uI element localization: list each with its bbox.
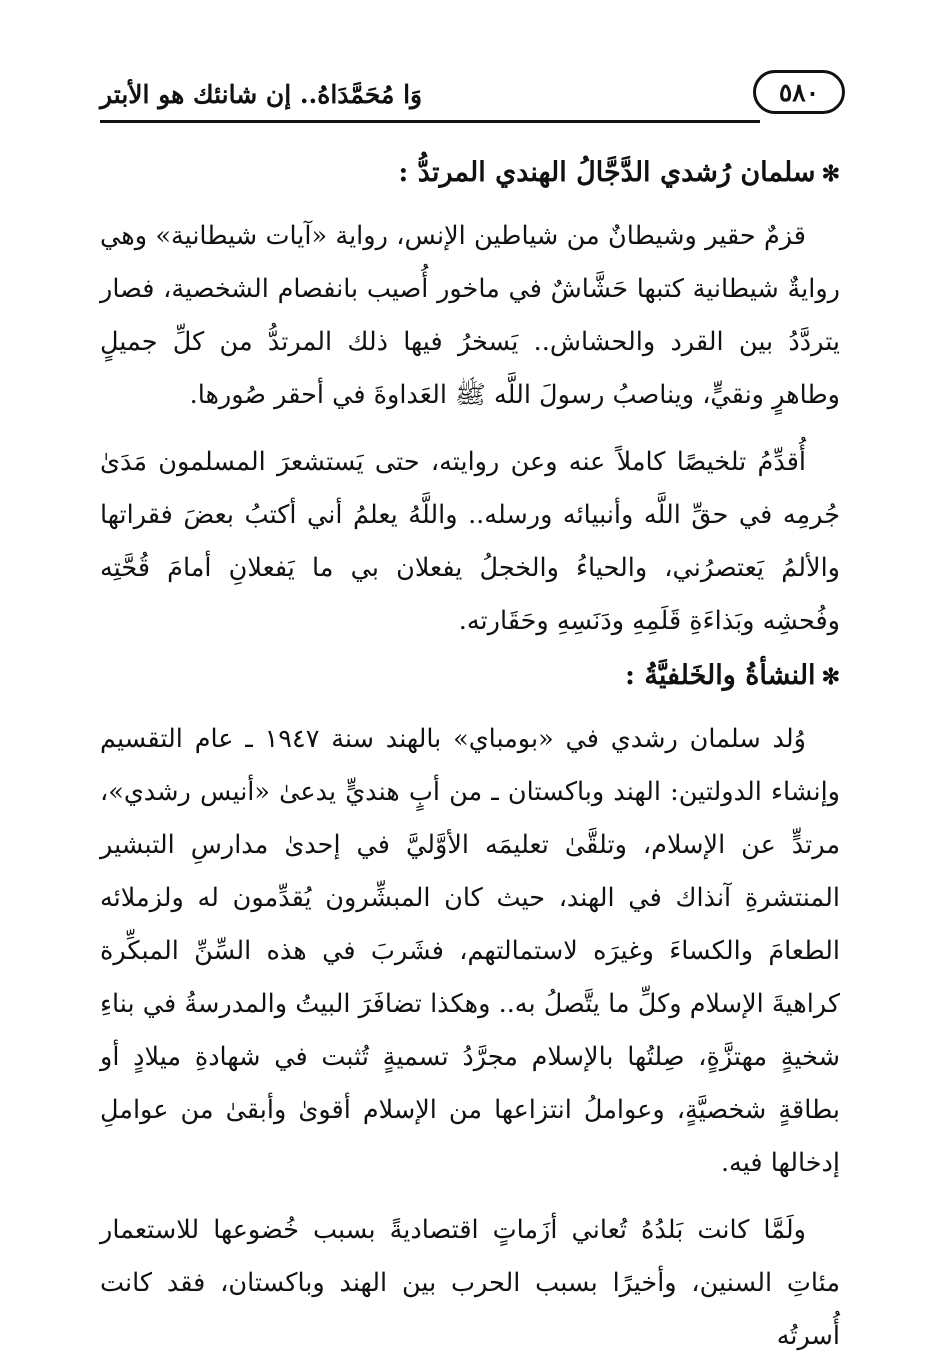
asterisk-icon: ✻ (821, 161, 840, 187)
paragraph: ولَمَّا كانت بَلدُهُ تُعاني أزَماتٍ اقتصاديةً بسبب خُضوعها للاستعمار مئاتِ السنين، وأخيرًا بسبب الحرب بين الهند وباكستان، فقد كانت أُسرتُه (100, 1215, 840, 1351)
running-title: وَا مُحَمَّدَاهُ.. إن شانئك هو الأبتر (100, 80, 423, 109)
paragraph: أُقدِّمُ تلخيصًا كاملاً عنه وعن روايته، حتى يَستشعرَ المسلمون مَدَىٰ جُرمِه في حقِّ اللَّه وأنبيائه ورسله.. واللَّهُ يعلمُ أني أكتبُ بعضَ فقراتها والألمُ يَعتصرُني، والحياءُ والخجلُ يفعلان بي ما يَفعلانِ أمامَ قُحَّتِه وفُحشِه وبَذاءَةِ قَلَمِهِ ودَنَسِهِ وحَقَارته. (100, 447, 840, 636)
header-rule (100, 120, 760, 123)
asterisk-icon: ✻ (821, 664, 840, 690)
paragraph: وُلد سلمان رشدي في «بومباي» بالهند سنة ١٩٤٧ ـ عام التقسيم وإنشاء الدولتين: الهند وباكستان ـ من أبٍ هنديٍّ يدعىٰ «أنيس رشدي»، مرتدٍّ عن الإسلام، وتلقَّىٰ تعليمَه الأوَّليَّ في إحدىٰ مدارسِ التبشير المنتشرةِ آنذاك في الهند، حيث كان المبشِّرون يُقدِّمون له ولزملائه الطعامَ والكساءَ وغيرَه لاستمالتهم، فشَربَ في هذه السِّنِّ المبكِّرة كراهيةَ الإسلام وكلِّ ما يتَّصلُ به.. وهكذا تضافَرَ البيتُ والمدرسةُ في بناءِ شخيةٍ مهتزَّةٍ، صِلتُها بالإسلام مجرَّدُ تسميةٍ تُثبت في شهادةِ ميلادٍ أو بطاقةٍ شخصيَّةٍ، وعواملُ انتزاعها من الإسلام أقوىٰ وأبقىٰ من عواملِ إدخالها فيه. (100, 724, 840, 1178)
page-number: ٥٨٠ (753, 70, 845, 114)
paragraph: قزمٌ حقير وشيطانٌ من شياطين الإنس، رواية «آيات شيطانية» وهي روايةٌ شيطانية كتبها حَشَّاشٌ في ماخور أُصيب بانفصام الشخصية، فصار يتردَّدُ بين القرد والحشاش.. يَسخرُ فيها ذلك المرتدُّ من كلِّ جميلٍ وطاهرٍ ونقيٍّ، ويناصبُ رسولَ اللَّه ﷺ العَداوةَ في أحقر صُورها. (100, 221, 840, 410)
section-heading-text: النشأةُ والخَلفيَّةُ : (625, 660, 816, 691)
page-header (100, 62, 845, 124)
section-heading (100, 145, 840, 202)
section-heading (100, 648, 840, 705)
section-heading-text: سلمان رُشدي الدَّجَّالُ الهندي المرتدُّ : (398, 157, 816, 188)
page-body (100, 145, 840, 1363)
